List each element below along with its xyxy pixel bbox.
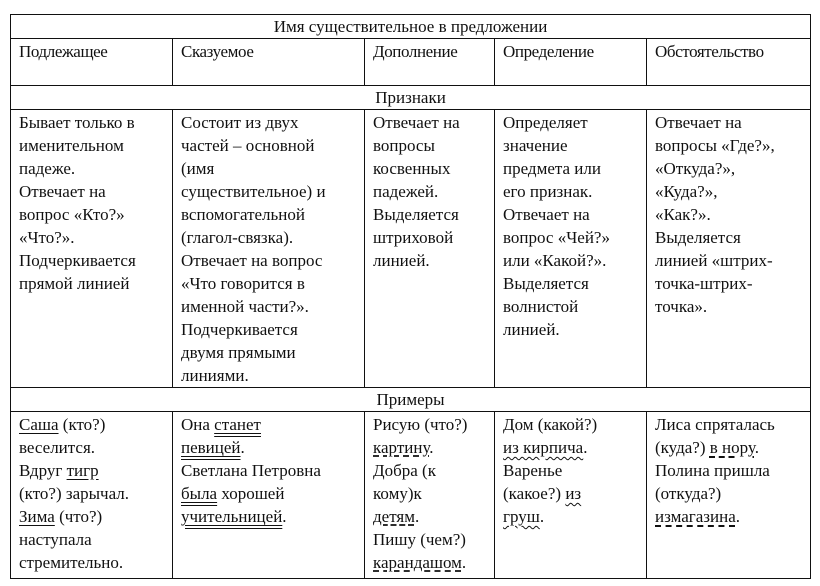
column-header-subject: Подлежащее [11,39,173,86]
feature-line: Определяет [503,113,588,132]
feature-line: точка». [655,297,708,316]
features-label: Признаки [11,86,811,110]
feature-line: частей – основной [181,136,315,155]
underlined-double-word: станет [214,415,261,434]
example-line [373,436,486,459]
feature-line: именной части?». [181,297,309,316]
feature-line: Отвечает на [503,205,590,224]
underlined-wavy-word: из [565,484,582,503]
features-cell-adverbial [647,110,811,388]
feature-line: «Откуда?», [655,159,736,178]
example-text: . [461,553,467,572]
feature-line: вспомогательной [181,205,305,224]
examples-cell-adverbial [647,412,811,579]
example-line [503,482,638,505]
example-text: (что?) [54,507,103,526]
feature-line: вопрос «Кто?» [19,205,125,224]
example-text: стремительно. [19,553,124,572]
underlined-double-word: учительницей [181,507,283,526]
example-text: Добра (к [373,461,436,480]
example-line [655,459,802,482]
column-header-row [11,39,811,86]
underlined-solid-word: тигр [66,461,99,480]
example-text: Светлана Петровна [181,461,321,480]
feature-line: Подчеркивается [181,320,298,339]
column-header-attribute: Определение [495,39,647,86]
feature-line: Отвечает на [19,182,106,201]
column-header-object: Дополнение [365,39,495,86]
feature-line: «Куда?», [655,182,718,201]
example-line [19,459,164,482]
feature-line: Подчеркивается [19,251,136,270]
examples-cell-predicate [173,412,365,579]
example-line [373,459,486,482]
feature-line: его признак. [503,182,593,201]
example-text: наступала [19,530,92,549]
feature-line: Отвечает на вопрос [181,251,323,270]
example-text: . [754,438,759,457]
feature-line: «Что говорится в [181,274,305,293]
example-text: веселится. [19,438,96,457]
underlined-wavy-word: из кирпича [503,438,584,457]
column-header-adverbial: Обстоятельство [647,39,811,86]
column-header-predicate: Сказуемое [173,39,365,86]
example-line [19,436,164,459]
underlined-wavy-word: груш [503,507,540,526]
example-text: кому)к [373,484,422,503]
features-cell-attribute [495,110,647,388]
example-line [19,482,164,505]
example-line [655,413,802,436]
example-text: (кто?) [58,415,106,434]
feature-line: двумя прямыми [181,343,296,362]
example-line [503,436,638,459]
feature-line: значение [503,136,568,155]
example-text: . [240,438,245,457]
example-line [655,505,802,528]
examples-cell-attribute [495,412,647,579]
example-text: (откуда?) [655,484,722,503]
examples-cell-object [365,412,495,579]
example-text: . [282,507,287,526]
feature-line: линией. [503,320,560,339]
feature-line: предмета или [503,159,601,178]
example-line [373,413,486,436]
example-text: (куда?) [655,438,710,457]
feature-line: Состоит из двух [181,113,299,132]
feature-line: прямой линией [19,274,130,293]
example-line [19,551,164,574]
feature-line: Выделяется [373,205,459,224]
feature-line: вопрос «Чей?» [503,228,610,247]
example-text: (кто?) зарычал. [19,484,130,503]
example-text: Рисую (что?) [373,415,468,434]
example-text: (какое?) [503,484,566,503]
feature-line: линией. [373,251,430,270]
feature-line: вопросы «Где?», [655,136,775,155]
example-line [19,413,164,436]
example-line [373,482,486,505]
example-text: . [414,507,420,526]
example-line [181,459,356,482]
example-line [373,505,486,528]
examples-row [11,412,811,579]
feature-line: падежей. [373,182,439,201]
feature-line: Выделяется [655,228,741,247]
feature-line: косвенных [373,159,451,178]
feature-line: штриховой [373,228,454,247]
underlined-dashed-word: карандашом [373,553,462,572]
feature-line: «Что?». [19,228,75,247]
example-line [503,413,638,436]
underlined-double-word: была [181,484,218,503]
example-text: . [429,438,434,457]
features-row [11,110,811,388]
noun-in-sentence-table [10,14,811,579]
features-cell-predicate [173,110,365,388]
feature-line: Бывает только в [19,113,135,132]
table-title: Имя существительное в предложении [11,15,811,39]
feature-line: Отвечает на [373,113,460,132]
example-line [181,482,356,505]
example-line [181,505,356,528]
example-text: хорошей [217,484,285,503]
underlined-dashdot-word: измагазина [655,507,736,526]
examples-label: Примеры [11,388,811,412]
example-line [19,528,164,551]
example-text: Вдруг [19,461,67,480]
feature-line: именительном [19,136,124,155]
example-text: Лиса спряталась [655,415,775,434]
feature-line: Отвечает на [655,113,742,132]
features-cell-object [365,110,495,388]
examples-cell-subject [11,412,173,579]
example-line [19,505,164,528]
feature-line: линией «штрих- [655,251,773,270]
feature-line: линиями. [181,366,249,385]
underlined-dashed-word: картину [373,438,430,457]
underlined-solid-word: Зима [19,507,55,526]
underlined-solid-word: Саша [19,415,59,434]
example-line [655,436,802,459]
feature-line: или «Какой?». [503,251,607,270]
example-line [373,528,486,551]
features-cell-subject [11,110,173,388]
example-text: Пишу (чем?) [373,530,466,549]
example-text: . [735,507,740,526]
feature-line: Выделяется [503,274,589,293]
feature-line: (имя [181,159,215,178]
underlined-dashed-word: детям [373,507,415,526]
underlined-double-word: певицей [181,438,241,457]
example-text: . [583,438,588,457]
example-line [373,551,486,574]
example-line [655,482,802,505]
example-line [181,436,356,459]
feature-line: точка-штрих- [655,274,753,293]
example-line [503,459,638,482]
example-text: Полина пришла [655,461,770,480]
example-text: Варенье [503,461,563,480]
feature-line: вопросы [373,136,435,155]
example-line [503,505,638,528]
feature-line: существительное) и [181,182,326,201]
feature-line: падеже. [19,159,76,178]
example-text: . [539,507,545,526]
feature-line: «Как?». [655,205,711,224]
example-line [181,413,356,436]
example-text: Дом (какой?) [503,415,598,434]
feature-line: (глагол-связка). [181,228,294,247]
feature-line: волнистой [503,297,579,316]
example-text: Она [181,415,215,434]
underlined-dashdot-word: в нору [709,438,755,457]
